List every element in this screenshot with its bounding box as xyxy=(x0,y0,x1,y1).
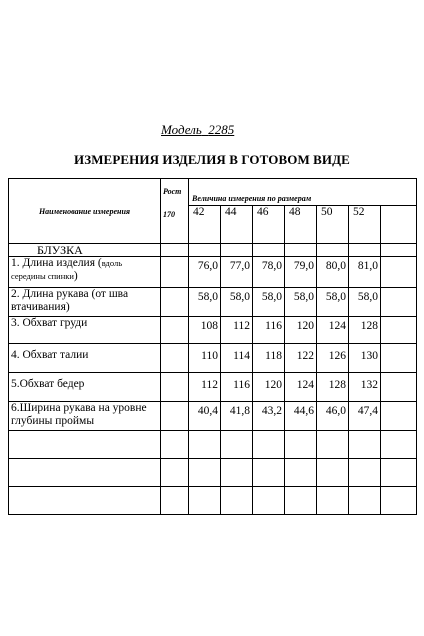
empty-cell xyxy=(285,459,317,487)
empty-cell xyxy=(221,431,253,459)
value-cell: 126 xyxy=(317,344,349,373)
size-cell: 46 xyxy=(253,206,285,244)
size-cell: 42 xyxy=(189,206,221,244)
table-row xyxy=(9,373,417,402)
table-row xyxy=(9,317,417,344)
empty-cell xyxy=(9,431,161,459)
empty-row xyxy=(9,459,417,487)
empty-cell xyxy=(381,431,417,459)
empty-cell xyxy=(9,487,161,515)
model-word: Модель xyxy=(161,122,202,137)
table-row xyxy=(9,288,417,317)
empty-cell xyxy=(189,487,221,515)
height-cell xyxy=(161,344,189,373)
row-name: 6.Ширина рукава на уровне глубины проймы xyxy=(9,402,161,431)
row-name: 4. Обхват талии xyxy=(9,344,161,373)
value-cell: 116 xyxy=(221,373,253,402)
empty-cell xyxy=(221,487,253,515)
value-cell: 112 xyxy=(189,373,221,402)
empty-cell xyxy=(381,459,417,487)
table-row xyxy=(9,257,417,288)
value-cell: 44,6 xyxy=(285,402,317,431)
empty-cell xyxy=(317,244,349,257)
page-title: ИЗМЕРЕНИЯ ИЗДЕЛИЯ В ГОТОВОМ ВИДЕ xyxy=(74,152,350,167)
size-cell: 48 xyxy=(285,206,317,244)
value-cell: 46,0 xyxy=(317,402,349,431)
empty-cell xyxy=(285,487,317,515)
row-name-end: ) xyxy=(73,270,78,282)
table-row xyxy=(9,402,417,431)
height-cell xyxy=(161,317,189,344)
empty-cell xyxy=(349,459,381,487)
height-cell xyxy=(161,373,189,402)
empty-cell xyxy=(349,487,381,515)
value-cell: 128 xyxy=(349,317,381,344)
header-row xyxy=(9,179,417,206)
value-cell: 47,4 xyxy=(349,402,381,431)
empty-cell xyxy=(317,431,349,459)
empty-cell xyxy=(221,244,253,257)
header-height-value: 170 xyxy=(161,206,189,244)
empty-row xyxy=(9,431,417,459)
empty-cell xyxy=(317,459,349,487)
empty-cell xyxy=(189,459,221,487)
height-cell xyxy=(161,257,189,288)
value-cell: 58,0 xyxy=(349,288,381,317)
value-cell: 43,2 xyxy=(253,402,285,431)
header-sizes-label: Величина измерения по размерам xyxy=(189,179,417,206)
empty-cell xyxy=(189,244,221,257)
empty-cell xyxy=(349,431,381,459)
empty-cell xyxy=(161,244,189,257)
value-cell: 110 xyxy=(189,344,221,373)
size-cell: 44 xyxy=(221,206,253,244)
size-cell: 52 xyxy=(349,206,381,244)
size-cell: 50 xyxy=(317,206,349,244)
value-cell: 120 xyxy=(253,373,285,402)
height-cell xyxy=(161,402,189,431)
value-cell: 128 xyxy=(317,373,349,402)
row-name: 3. Обхват груди xyxy=(9,317,161,344)
value-cell: 40,4 xyxy=(189,402,221,431)
value-cell: 114 xyxy=(221,344,253,373)
value-cell: 58,0 xyxy=(285,288,317,317)
value-cell: 122 xyxy=(285,344,317,373)
value-cell: 116 xyxy=(253,317,285,344)
empty-cell xyxy=(381,244,417,257)
value-cell xyxy=(381,288,417,317)
row-name: 2. Длина рукава (от шва втачивания) xyxy=(9,288,161,317)
value-cell: 132 xyxy=(349,373,381,402)
empty-cell xyxy=(285,244,317,257)
empty-cell xyxy=(253,487,285,515)
value-cell: 58,0 xyxy=(221,288,253,317)
row-name-small: вдоль середины спинки xyxy=(11,258,123,281)
value-cell: 124 xyxy=(317,317,349,344)
value-cell: 79,0 xyxy=(285,257,317,288)
value-cell xyxy=(381,317,417,344)
model-number: 2285 xyxy=(208,122,235,137)
height-cell xyxy=(161,288,189,317)
size-cell xyxy=(381,206,417,244)
value-cell: 130 xyxy=(349,344,381,373)
empty-cell xyxy=(9,459,161,487)
measurements-table xyxy=(8,178,417,515)
empty-cell xyxy=(381,487,417,515)
value-cell: 120 xyxy=(285,317,317,344)
row-name: 5.Обхват бедер xyxy=(9,373,161,402)
value-cell: 81,0 xyxy=(349,257,381,288)
row-name-main: 1. Длина изделия ( xyxy=(11,257,102,269)
header-name-cell: Наименование измерения xyxy=(9,179,161,244)
value-cell xyxy=(381,257,417,288)
model-label xyxy=(161,122,234,138)
empty-cell xyxy=(161,459,189,487)
empty-cell xyxy=(189,431,221,459)
row-name xyxy=(9,257,161,288)
value-cell: 58,0 xyxy=(253,288,285,317)
value-cell: 41,8 xyxy=(221,402,253,431)
value-cell: 108 xyxy=(189,317,221,344)
empty-cell xyxy=(221,459,253,487)
value-cell: 77,0 xyxy=(221,257,253,288)
value-cell: 112 xyxy=(221,317,253,344)
table-row xyxy=(9,344,417,373)
empty-row xyxy=(9,487,417,515)
empty-cell xyxy=(285,431,317,459)
empty-cell xyxy=(253,431,285,459)
value-cell: 124 xyxy=(285,373,317,402)
section-row xyxy=(9,244,417,257)
empty-cell xyxy=(349,244,381,257)
empty-cell xyxy=(253,459,285,487)
section-label: БЛУЗКА xyxy=(9,244,161,257)
value-cell xyxy=(381,344,417,373)
empty-cell xyxy=(161,431,189,459)
empty-cell xyxy=(253,244,285,257)
value-cell: 58,0 xyxy=(189,288,221,317)
value-cell: 76,0 xyxy=(189,257,221,288)
empty-cell xyxy=(317,487,349,515)
value-cell: 118 xyxy=(253,344,285,373)
empty-cell xyxy=(161,487,189,515)
value-cell: 58,0 xyxy=(317,288,349,317)
value-cell: 78,0 xyxy=(253,257,285,288)
value-cell xyxy=(381,373,417,402)
value-cell xyxy=(381,402,417,431)
header-height-label: Рост xyxy=(161,179,189,206)
value-cell: 80,0 xyxy=(317,257,349,288)
